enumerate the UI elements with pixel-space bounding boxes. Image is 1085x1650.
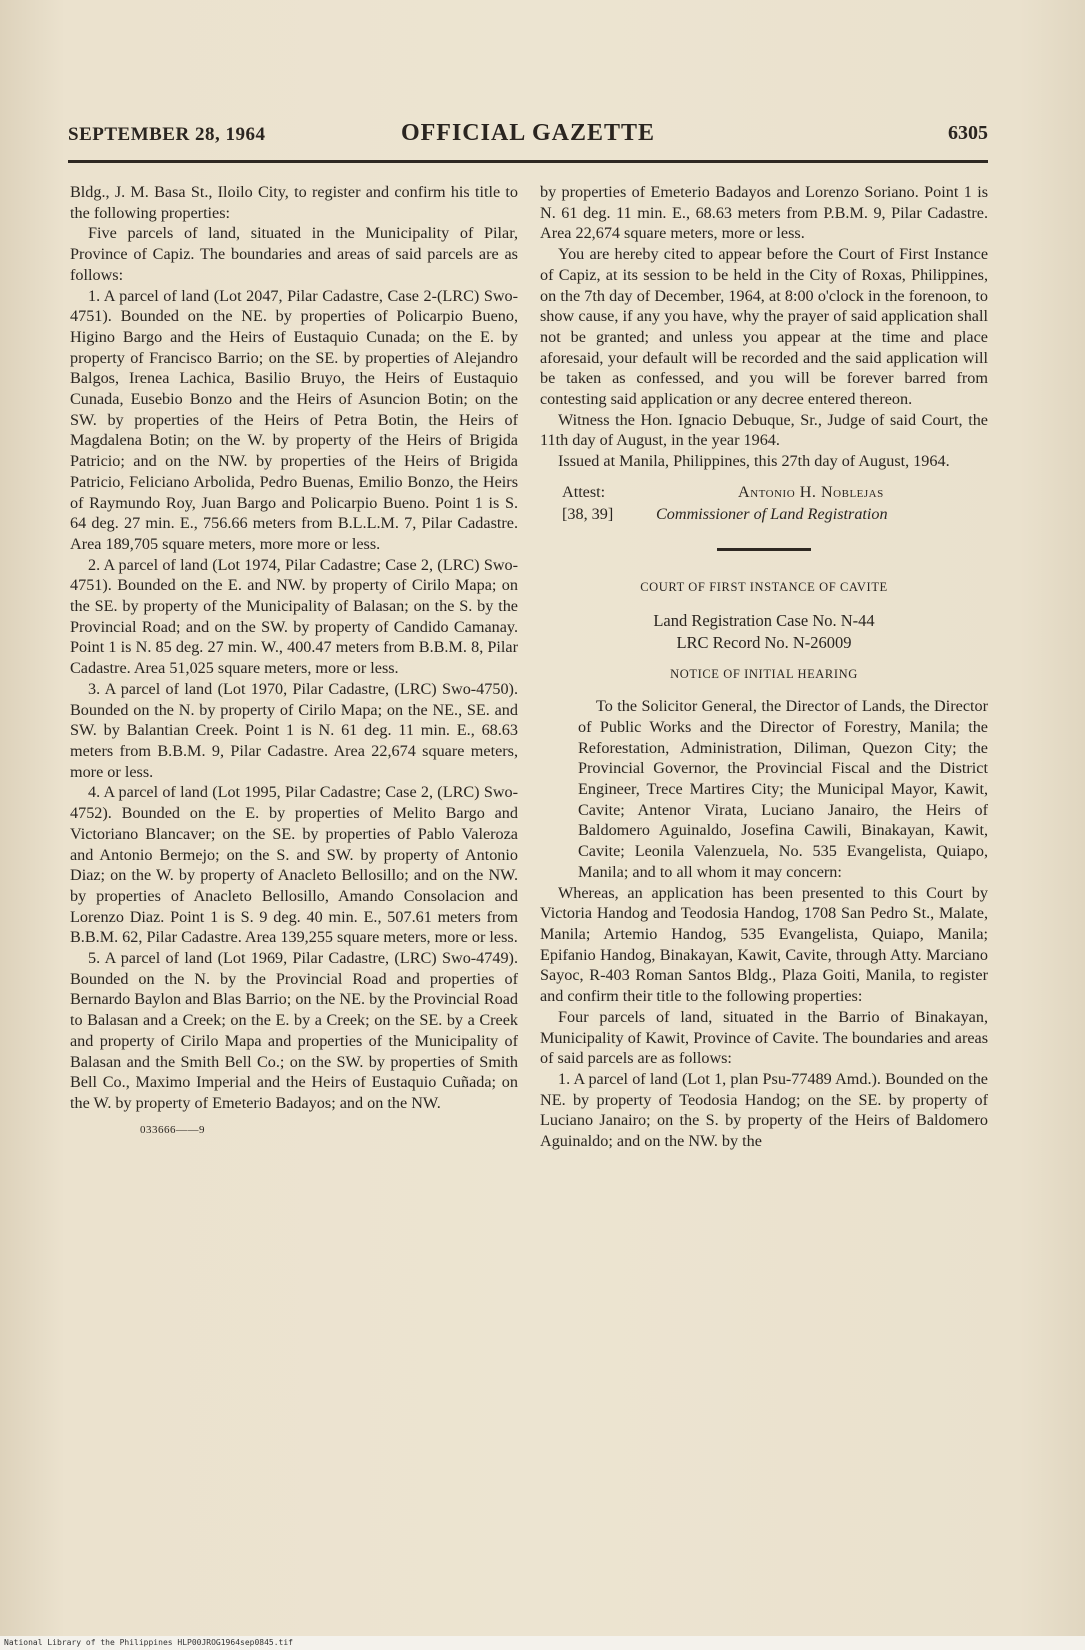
paragraph: Witness the Hon. Ignacio Debuque, Sr., Judge of said Court, the 11th day of August, in the year 1964. — [540, 410, 988, 450]
print-code: 033666——9 — [140, 1123, 205, 1136]
section-divider — [717, 548, 811, 551]
case-number: Land Registration Case No. N-44 — [653, 610, 875, 630]
paragraph: 4. A parcel of land (Lot 1995, Pilar Cadastre; Case 2, (LRC) Swo-4752). Bounded on the E. by properties of Melito Bargo and Victoriano Blancaver; on the SE. by properties of Pablo Valeroza and Antonio Bermejo; on the S. and SW. by property of Antonio Diaz; on the W. by property of Anacleto Bellosillo; and on the NW. by properties of Anacleto Bellosillo, Amando Consolacion and Lorenzo Diaz. Point 1 is S. 9 deg. 40 min. E., 507.61 meters from B.B.M. 62, Pilar Cadastre. Area 139,255 square meters, more or less. — [70, 783, 518, 947]
page-number: 6305 — [948, 122, 988, 144]
record-number: LRC Record No. N-26009 — [676, 632, 852, 652]
left-column — [70, 182, 518, 1140]
paragraph: Whereas, an application has been presented to this Court by Victoria Handog and Teodosia Handog, 1708 San Pedro St., Malate, Manila; Artemio Handog, 535 Evangelista, Quiapo, Manila; Epifanio Handog, Binakayan, Kawit, Cavite, through Atty. Marciano Sayoc, R-403 Roman Santos Bldg., Plaza Goiti, Manila, to register and confirm their title to the following properties: — [540, 883, 988, 1006]
paragraph: 1. A parcel of land (Lot 2047, Pilar Cadastre, Case 2-(LRC) Swo-4751). Bounded on the NE. by properties of Policarpio Bueno, Higino Bargo and the Heirs of Eustaquio Cunada; on the E. by property of Francisco Barrio; on the SE. by properties of Alejandro Balgos, Irenea Lachica, Basilio Bruyo, the Heirs of Eustaquio Cunada, Eusebio Bonzo and the Heirs of Asuncion Botin; on the SW. by properties of the Heirs of Petra Botin, the Heirs of Magdalena Botin; on the W. by property of the Heirs of Brigida Patricio; and on the NW. by properties of the Heirs of Brigida Patricio, Feliciano Arbolida, Pedro Buenas, Emilio Bonzo, the Heirs of Raymundo Roy, Juan Bargo and Policarpio Bueno. Point 1 is S. 64 deg. 27 min. E., 756.66 meters from B.L.L.M. 7, Pilar Cadastre. Area 189,705 square meters, more more or less. — [70, 286, 518, 553]
paragraph: 2. A parcel of land (Lot 1974, Pilar Cadastre; Case 2, (LRC) Swo-4751). Bounded on the E. and NW. by property of Cirilo Mapa; on the SE. by property of the Municipality of Balasan; on the S. by the Provincial Road; and on the SW. by property of Candido Camanay. Point 1 is N. 85 deg. 27 min. W., 400.47 meters from B.B.M. 8, Pilar Cadastre. Area 51,025 square meters, more or less. — [70, 555, 518, 678]
paragraph: Issued at Manila, Philippines, this 27th day of August, 1964. — [558, 452, 950, 471]
attest-label: Attest: — [562, 482, 606, 501]
court-heading: COURT OF FIRST INSTANCE OF CAVITE — [640, 579, 888, 594]
paragraph: Four parcels of land, situated in the Barrio of Binakayan, Municipality of Kawit, Province of Cavite. The boundaries and areas of said parcels are as follows: — [540, 1007, 988, 1068]
paragraph: by properties of Emeterio Badayos and Lorenzo Soriano. Point 1 is N. 61 deg. 11 min. E., 68.63 meters from P.B.M. 9, Pilar Cadastre. Area 22,674 square meters, more or less. — [540, 183, 988, 243]
attest-signatory: Antonio H. Noblejas — [738, 482, 884, 501]
page-header — [68, 120, 988, 154]
paragraph: Bldg., J. M. Basa St., Iloilo City, to register and confirm his title to the following properties: — [70, 183, 518, 222]
header-date: SEPTEMBER 28, 1964 — [68, 124, 266, 145]
attest-block — [540, 482, 988, 526]
publication-title: OFFICIAL GAZETTE — [400, 120, 656, 146]
scan-footer: National Library of the Philippines HLP00JROG1964sep0845.tif — [0, 1636, 1085, 1650]
header-rule — [68, 160, 988, 163]
attest-reference: [38, 39] — [562, 504, 614, 523]
attest-office: Commissioner of Land Registration — [656, 504, 888, 523]
paragraph: 5. A parcel of land (Lot 1969, Pilar Cadastre, (LRC) Swo-4749). Bounded on the N. by the Provincial Road and properties of Bernardo Baylon and Blas Barrio; on the NE. by the Provincial Road to Balasan and a Creek; on the E. by a Creek; on the SE. by a Creek and property of Cirilo Mapa and properties of the Municipality of Balasan and the Smith Bell Co.; on the SW. by properties of Smith Bell Co., Maximo Imperial and the Heirs of Eustaquio Cuñada; on the W. by property of Emeterio Badayos; and on the NW. — [70, 949, 518, 1112]
right-column — [540, 182, 988, 1152]
paragraph: 1. A parcel of land (Lot 1, plan Psu-77489 Amd.). Bounded on the NE. by property of Teodosia Handog; on the SE. by property of Luciano Janairo; on the S. by property of the Heirs of Baldomero Aguinaldo; and on the NW. by the — [540, 1069, 988, 1151]
paragraph: Five parcels of land, situated in the Municipality of Pilar, Province of Capiz. The boundaries and areas of said parcels are as follows: — [70, 224, 518, 284]
paragraph: 3. A parcel of land (Lot 1970, Pilar Cadastre, (LRC) Swo-4750). Bounded on the N. by property of Cirilo Mapa; on the NE., SE. and SW. by Balantian Creek. Point 1 is N. 61 deg. 11 min. E., 68.63 meters from B.B.M. 9, Pilar Cadastre. Area 22,674 square meters, more or less. — [70, 679, 518, 781]
notice-title: NOTICE OF INITIAL HEARING — [670, 666, 858, 681]
notice-address: To the Solicitor General, the Director of Lands, the Director of Public Works and the Director of Forestry, Manila; the Reforestation, Administration, Diliman, Quezon City; the Provincial Governor, the Provincial Fiscal and the District Engineer, Trece Martires City; the Municipal Mayor, Kawit, Cavite; Antenor Virata, Luciano Janairo, the Heirs of Baldomero Aguinaldo, Josefina Cawili, Binakayan, Kawit, Cavite; Leonila Valenzuela, No. 535 Evangelista, Quiapo, Manila; and to all whom it may concern: — [578, 697, 988, 881]
paragraph: You are hereby cited to appear before the Court of First Instance of Capiz, at its session to be held in the City of Roxas, Philippines, on the 7th day of December, 1964, at 8:00 o'clock in the forenoon, to show cause, if any you have, why the prayer of said application shall not be granted; and unless you appear at the time and place aforesaid, your default will be recorded and the said application will be taken as confessed, and you will be forever barred from contesting said application or any decree entered thereon. — [540, 245, 988, 409]
